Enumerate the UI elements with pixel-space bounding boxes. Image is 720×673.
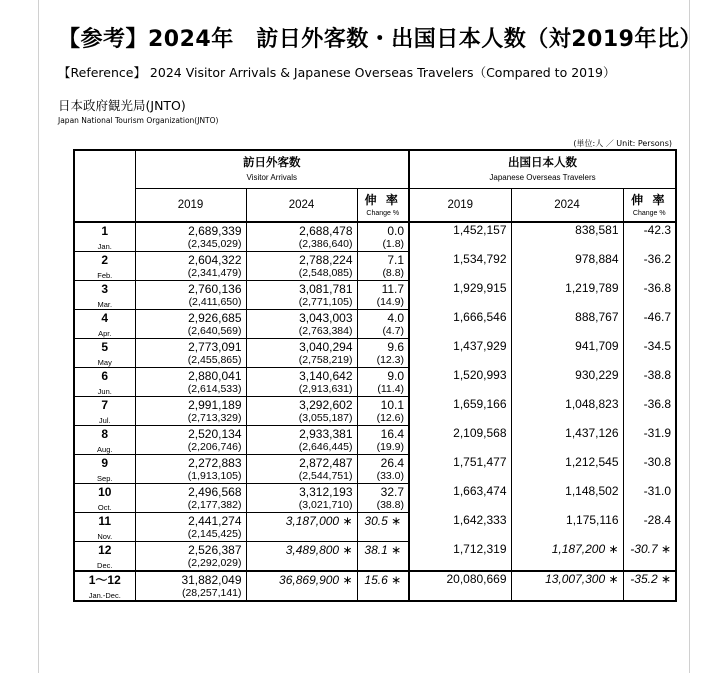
month-name: May	[74, 354, 135, 368]
overseas-2019-value: 1,534,792	[409, 252, 511, 281]
month-number: 1	[74, 222, 135, 238]
visitor-change-value: 32.7	[357, 484, 409, 500]
month-name: Jan.	[74, 238, 135, 252]
visitor-2024-value: 3,140,642	[246, 368, 357, 384]
overseas-2024-value: 1,187,200 ∗	[511, 542, 623, 572]
visitor-2024-sub-value	[246, 557, 357, 571]
month-name: Dec.	[74, 557, 135, 571]
visitor-change-sub-value: (12.3)	[357, 354, 409, 368]
visitor-2024-value: 2,872,487	[246, 455, 357, 471]
visitor-change-value: 9.0	[357, 368, 409, 384]
header-overseas-change	[623, 189, 676, 223]
overseas-2019-value: 1,659,166	[409, 397, 511, 426]
visitor-change-sub-value: (14.9)	[357, 296, 409, 310]
month-name: Jan.-Dec.	[74, 587, 135, 601]
visitor-change-sub-value: (8.8)	[357, 267, 409, 281]
visitor-change-sub-value	[357, 528, 409, 542]
visitor-2024-value: 3,312,193	[246, 484, 357, 500]
visitor-2019-sub-value: (2,455,865)	[135, 354, 246, 368]
visitor-change-value: 38.1 ∗	[357, 542, 409, 558]
visitor-2024-value: 2,788,224	[246, 252, 357, 268]
overseas-change-value: -35.2 ∗	[623, 571, 676, 601]
visitor-2019-value: 2,991,189	[135, 397, 246, 413]
unit-note: (単位:人 ／ Unit: Persons)	[573, 139, 672, 148]
month-number: 12	[74, 542, 135, 558]
header-row-group	[74, 150, 676, 189]
table-row	[74, 310, 676, 326]
visitor-2024-sub-value: (3,055,187)	[246, 412, 357, 426]
overseas-2019-value: 2,109,568	[409, 426, 511, 455]
visitor-2024-sub-value: (3,021,710)	[246, 499, 357, 513]
overseas-travelers-en: Japanese Overseas Travelers	[489, 173, 596, 182]
header-visitor-arrivals	[135, 150, 409, 189]
overseas-change-value: -28.4	[623, 513, 676, 542]
overseas-2019-value: 1,642,333	[409, 513, 511, 542]
total-row	[74, 571, 676, 587]
header-overseas-travelers	[409, 150, 676, 189]
month-name: Sep.	[74, 470, 135, 484]
statistics-table	[73, 149, 677, 602]
overseas-change-value: -36.8	[623, 397, 676, 426]
page-border-right	[689, 0, 690, 673]
visitor-change-value: 9.6	[357, 339, 409, 355]
month-number: 6	[74, 368, 135, 384]
visitor-change-sub-value: (38.8)	[357, 499, 409, 513]
visitor-2024-sub-value: (2,548,085)	[246, 267, 357, 281]
visitor-change-value: 11.7	[357, 281, 409, 297]
visitor-change-value: 4.0	[357, 310, 409, 326]
month-number: 7	[74, 397, 135, 413]
visitor-2024-sub-value	[246, 528, 357, 542]
visitor-change-value: 26.4	[357, 455, 409, 471]
visitor-2019-sub-value: (2,713,329)	[135, 412, 246, 426]
header-row-years	[74, 189, 676, 223]
visitor-change-sub-value: (12.6)	[357, 412, 409, 426]
overseas-2024-value: 1,219,789	[511, 281, 623, 310]
overseas-change-value: -34.5	[623, 339, 676, 368]
month-name: Mar.	[74, 296, 135, 310]
visitor-change-sub-value	[357, 587, 409, 601]
visitor-2024-sub-value: (2,771,105)	[246, 296, 357, 310]
month-number: 4	[74, 310, 135, 326]
overseas-2019-value: 1,663,474	[409, 484, 511, 513]
overseas-change-value: -36.2	[623, 252, 676, 281]
change-label-en: Change %	[366, 210, 400, 217]
visitor-2019-value: 2,441,274	[135, 513, 246, 529]
month-number: 8	[74, 426, 135, 442]
visitor-2024-sub-value: (2,646,445)	[246, 441, 357, 455]
overseas-2019-value: 1,452,157	[409, 222, 511, 252]
overseas-2019-value: 1,751,477	[409, 455, 511, 484]
visitor-change-value: 7.1	[357, 252, 409, 268]
visitor-2024-sub-value	[246, 587, 357, 601]
visitor-2024-value: 3,081,781	[246, 281, 357, 297]
page-border-left	[38, 0, 39, 673]
visitor-2019-value: 2,689,339	[135, 222, 246, 238]
table-row	[74, 513, 676, 529]
overseas-2019-value: 1,437,929	[409, 339, 511, 368]
overseas-2024-value: 941,709	[511, 339, 623, 368]
visitor-2019-sub-value: (2,614,533)	[135, 383, 246, 397]
table-row	[74, 484, 676, 500]
overseas-change-value: -38.8	[623, 368, 676, 397]
visitor-2024-value: 3,489,800 ∗	[246, 542, 357, 558]
table-row	[74, 281, 676, 297]
visitor-2019-value: 2,760,136	[135, 281, 246, 297]
page-subtitle: 【Reference】 2024 Visitor Arrivals & Japanese Overseas Travelers（Compared to 2019）	[58, 65, 616, 80]
visitor-2024-value: 3,187,000 ∗	[246, 513, 357, 529]
visitor-2019-sub-value: (2,177,382)	[135, 499, 246, 513]
visitor-2019-sub-value: (2,292,029)	[135, 557, 246, 571]
visitor-2024-value: 2,933,381	[246, 426, 357, 442]
visitor-change-sub-value: (11.4)	[357, 383, 409, 397]
overseas-change-value: -30.8	[623, 455, 676, 484]
overseas-2024-value: 888,767	[511, 310, 623, 339]
overseas-2019-value: 1,520,993	[409, 368, 511, 397]
month-name: Jul.	[74, 412, 135, 426]
visitor-2019-sub-value: (2,345,029)	[135, 238, 246, 252]
visitor-2019-value: 2,926,685	[135, 310, 246, 326]
visitor-2024-sub-value: (2,544,751)	[246, 470, 357, 484]
header-visitor-change	[357, 189, 409, 223]
visitor-2024-sub-value: (2,913,631)	[246, 383, 357, 397]
overseas-change-value: -36.8	[623, 281, 676, 310]
overseas-2024-value: 13,007,300 ∗	[511, 571, 623, 601]
visitor-2024-sub-value: (2,758,219)	[246, 354, 357, 368]
visitor-arrivals-ja: 訪日外客数	[243, 157, 301, 169]
overseas-2019-value: 20,080,669	[409, 571, 511, 601]
visitor-2019-sub-value: (28,257,141)	[135, 587, 246, 601]
month-name: Nov.	[74, 528, 135, 542]
visitor-change-sub-value: (33.0)	[357, 470, 409, 484]
visitor-2024-value: 3,292,602	[246, 397, 357, 413]
month-name: Oct.	[74, 499, 135, 513]
visitor-2019-sub-value: (2,341,479)	[135, 267, 246, 281]
header-overseas-2024: 2024	[511, 189, 623, 223]
overseas-2024-value: 978,884	[511, 252, 623, 281]
month-name: Feb.	[74, 267, 135, 281]
visitor-change-value: 0.0	[357, 222, 409, 238]
month-number: 5	[74, 339, 135, 355]
overseas-2024-value: 930,229	[511, 368, 623, 397]
change-label-ja: 伸 率	[364, 193, 401, 207]
change-label-en: Change %	[632, 210, 666, 217]
table-row	[74, 455, 676, 471]
visitor-2024-value: 3,040,294	[246, 339, 357, 355]
month-number: 2	[74, 252, 135, 268]
header-month-cell	[74, 150, 135, 222]
overseas-change-value: -46.7	[623, 310, 676, 339]
month-name: Apr.	[74, 325, 135, 339]
visitor-2019-value: 2,272,883	[135, 455, 246, 471]
header-overseas-2019: 2019	[409, 189, 511, 223]
month-name: Aug.	[74, 441, 135, 455]
visitor-change-sub-value: (19.9)	[357, 441, 409, 455]
visitor-2019-value: 2,880,041	[135, 368, 246, 384]
visitor-2019-value: 2,496,568	[135, 484, 246, 500]
visitor-2019-sub-value: (2,206,746)	[135, 441, 246, 455]
overseas-2019-value: 1,712,319	[409, 542, 511, 572]
visitor-change-sub-value: (4.7)	[357, 325, 409, 339]
visitor-2019-value: 2,526,387	[135, 542, 246, 558]
visitor-2024-value: 2,688,478	[246, 222, 357, 238]
visitor-2019-value: 2,773,091	[135, 339, 246, 355]
visitor-change-value: 15.6 ∗	[357, 571, 409, 587]
visitor-2019-sub-value: (2,145,425)	[135, 528, 246, 542]
table-row	[74, 426, 676, 442]
organization-name-en: Japan National Tourism Organization(JNTO)	[58, 116, 219, 125]
month-number: 9	[74, 455, 135, 471]
visitor-2019-value: 2,520,134	[135, 426, 246, 442]
table-row	[74, 222, 676, 238]
overseas-2024-value: 1,175,116	[511, 513, 623, 542]
visitor-2024-value: 3,043,003	[246, 310, 357, 326]
page-title: 【参考】2024年 訪日外客数・出国日本人数（対2019年比）	[58, 27, 702, 52]
table-row	[74, 542, 676, 558]
overseas-2024-value: 1,212,545	[511, 455, 623, 484]
overseas-change-value: -30.7 ∗	[623, 542, 676, 572]
overseas-2024-value: 838,581	[511, 222, 623, 252]
table-row	[74, 252, 676, 268]
overseas-change-value: -31.9	[623, 426, 676, 455]
overseas-2019-value: 1,929,915	[409, 281, 511, 310]
month-number: 10	[74, 484, 135, 500]
overseas-change-value: -42.3	[623, 222, 676, 252]
table-row	[74, 339, 676, 355]
visitor-change-value: 10.1	[357, 397, 409, 413]
visitor-2019-value: 2,604,322	[135, 252, 246, 268]
organization-name-ja: 日本政府観光局(JNTO)	[58, 98, 186, 113]
month-number: 11	[74, 513, 135, 529]
visitor-2024-sub-value: (2,763,384)	[246, 325, 357, 339]
visitor-change-sub-value	[357, 557, 409, 571]
visitor-2024-sub-value: (2,386,640)	[246, 238, 357, 252]
visitor-2019-sub-value: (1,913,105)	[135, 470, 246, 484]
visitor-change-value: 16.4	[357, 426, 409, 442]
overseas-2019-value: 1,666,546	[409, 310, 511, 339]
header-visitor-2024: 2024	[246, 189, 357, 223]
visitor-2024-value: 36,869,900 ∗	[246, 571, 357, 587]
month-name: Jun.	[74, 383, 135, 397]
header-visitor-2019: 2019	[135, 189, 246, 223]
visitor-change-sub-value: (1.8)	[357, 238, 409, 252]
overseas-2024-value: 1,437,126	[511, 426, 623, 455]
month-number: 3	[74, 281, 135, 297]
table-row	[74, 397, 676, 413]
visitor-2019-value: 31,882,049	[135, 571, 246, 587]
overseas-travelers-ja: 出国日本人数	[508, 157, 578, 169]
visitor-2019-sub-value: (2,411,650)	[135, 296, 246, 310]
month-number: 1～12	[74, 571, 135, 587]
table-body	[74, 222, 676, 601]
overseas-2024-value: 1,148,502	[511, 484, 623, 513]
visitor-arrivals-en: Visitor Arrivals	[246, 173, 298, 182]
visitor-change-value: 30.5 ∗	[357, 513, 409, 529]
overseas-2024-value: 1,048,823	[511, 397, 623, 426]
change-label-ja: 伸 率	[631, 193, 668, 207]
overseas-change-value: -31.0	[623, 484, 676, 513]
table-row	[74, 368, 676, 384]
visitor-2019-sub-value: (2,640,569)	[135, 325, 246, 339]
